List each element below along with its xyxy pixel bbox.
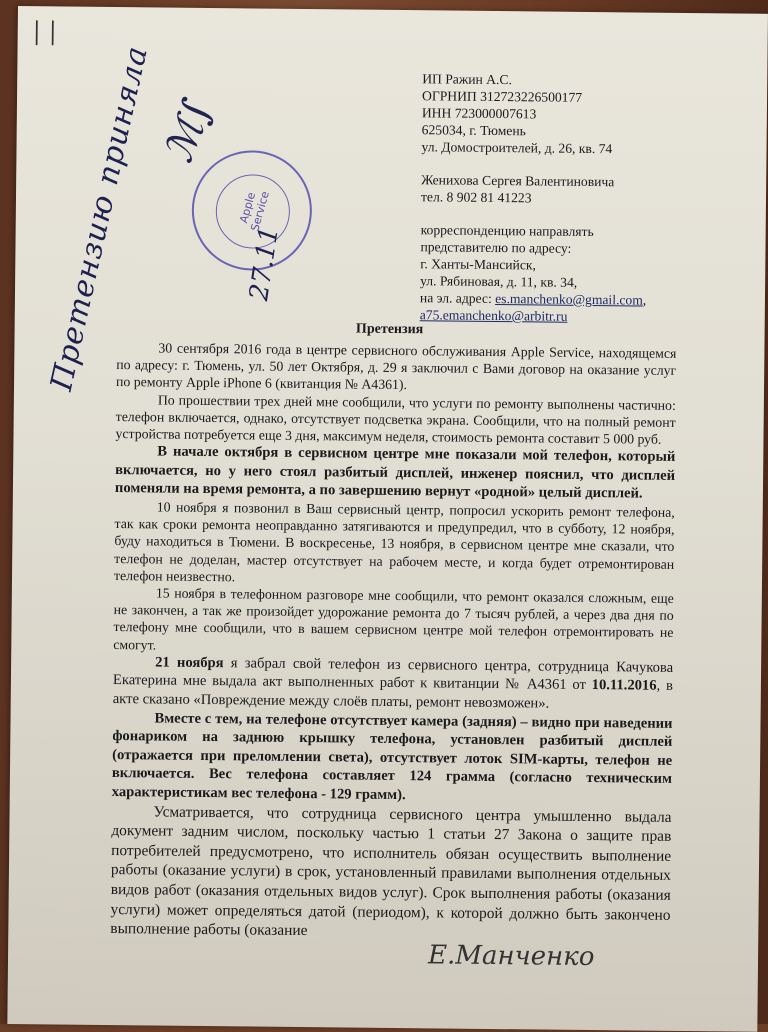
- paragraph: По прошествии трех дней мне сообщили, что услуги по ремонту выполнены частично: телефон включается, однако, отсутствует подсветка экрана. Сообщили, что на полный ремонт устройства потребуется еще 3 дня, максимум неделя, стоимость ремонта составит 5 000 руб.: [115, 392, 676, 447]
- paragraph-bold: В начале октября в сервисном центре мне показали мой телефон, который включается, но у него стоял разбитый дисплей, инженер пояснил, что дисплей поменяли на время ремонта, а по завершению вернут «родной» целый дисплей.: [114, 443, 676, 502]
- sender-phone: тел. 8 902 81 41223: [420, 189, 532, 206]
- addressee-line: ИНН 723000007613: [421, 105, 537, 122]
- paragraph: 21 ноября я забрал свой телефон из сервисного центра, сотрудница Качукова Екатерина мне выдала акт выполненных работ к квитанции № А4361 от 10.11.2016, в акте сказано «Повреждение между слоёв платы, ремонт невозможен».: [112, 654, 674, 712]
- email-line: на эл. адрес: es.manchenko@gmail.com,: [419, 290, 647, 308]
- stamp-text: Apple Service: [237, 189, 272, 233]
- paragraph: 15 ноября в телефонном разговоре мне сообщили, что ремонт оказался сложным, еще не закончен, а так же произойдет удорожание ремонта до 7 тысяч рублей, а через два дня по телефону мне сообщили, что в вашем сервисном центре мой телефон отремонтировать не смогут.: [113, 585, 674, 653]
- handwritten-signature-bottom: Е.Манченко: [427, 940, 595, 973]
- correspondence-line: представителю по адресу:: [420, 239, 572, 256]
- document-title: Претензия: [355, 321, 424, 338]
- addressee-line: ул. Домостроителей, д. 26, кв. 74: [421, 139, 613, 157]
- correspondence-line: корреспонденцию направлять: [420, 222, 594, 240]
- email-link-2[interactable]: a75.emanchenko@arbitr.ru: [419, 307, 568, 324]
- paragraph: 30 сентября 2016 года в центре сервисного обслуживания Apple Service, находящемся по адресу: г. Тюмень, ул. 50 лет Октября, д. 29 я заключил с Вами договор на оказание услуг по ремонту Apple iPhone 6 (квитанция № А4361).: [115, 340, 677, 393]
- date-bold: 10.11.2016: [591, 677, 657, 695]
- document-page: [7, 6, 768, 1032]
- date-bold: 21 ноября: [155, 654, 224, 672]
- sender-name: Женихова Сергея Валентиновича: [421, 172, 615, 190]
- paragraph: Усматривается, что сотрудница сервисного центра умышленно выдала документ задним числом, поскольку частью 1 статьи 27 Закона о защите прав потребителей предусмотрено, что исполнитель обязан осуществить выполнение работы (оказание услуги) в срок, установленный правилами выполнения отдельных видов работ (оказания отдельных видов услуг). Срок выполнения работы (оказания услуги) может определяться датой (периодом), к которой должно быть закончено выполнение работы (оказание: [110, 803, 672, 940]
- addressee-line: 625034, г. Тюмень: [421, 122, 526, 139]
- addressee-line: ИП Ражин А.С.: [422, 71, 512, 88]
- correspondence-line: г. Ханты-Мансийск,: [420, 256, 536, 273]
- addressee-line: ОГРНИП 312723226500177: [422, 88, 583, 105]
- document-body: [110, 339, 676, 945]
- correspondence-line: ул. Рябиновая, д. 11, кв. 34,: [420, 273, 578, 290]
- handwritten-signature-top: ℳ∫: [155, 92, 222, 169]
- paragraph-bold: Вместе с тем, на телефоне отсутствует камера (задняя) – видно при наведении фонариком на заднюю крышку телефона, установлен разбитый дисплей (отражается при преломлении света), отсутствует лоток SIM-карты, телефон не включается. Вес телефона составляет 124 грамма (согласно техническим характеристикам вес телефона - 129 грамм).: [111, 710, 673, 804]
- handwritten-note: Претензию приняла: [44, 42, 156, 394]
- addressee-block: [420, 70, 649, 325]
- paragraph: 10 ноября я позвонил в Ваш сервисный центр, попросил ускорить ремонт телефона, так как сроки ремонта неоправданно затягиваются и предупредил, что в субботу, 12 ноября, буду находиться в Тюмени. В воскресенье, 13 ноября, в сервисном центре мне сказали, что телефон не доделан, мастер отсутствует на рабочем месте, и когда будет отремонтирован телефон неизвестно.: [113, 499, 675, 585]
- handwritten-date: 27.11: [244, 224, 285, 303]
- email-link-1[interactable]: es.manchenko@gmail.com: [495, 291, 643, 308]
- page-mark: II: [31, 14, 64, 55]
